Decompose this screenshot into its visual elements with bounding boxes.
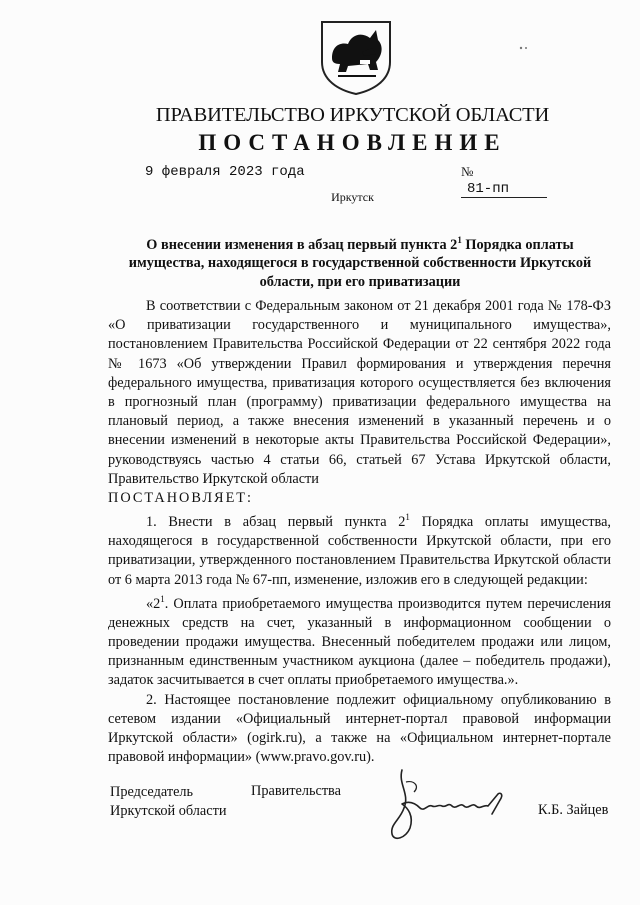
heading-superscript: 1 (457, 235, 462, 245)
document-body (108, 297, 611, 767)
preamble-paragraph: В соответствии с Федеральным законом от 21 декабря 2001 года № 178-ФЗ «О приватизации государственного и муниципального имущества», постановлением Правительства Российской Федерации от 22 сентября 2022 года № 1673 «Об утверждении Правил формирования и утверждения перечня федерального имущества, приватизация которого осуществляется без включения в прогнозный план (программу) приватизации федерального имущества на плановый период, а также внесения изменений в указанный перечень и о внесении изменений в некоторые акты Правительства Российской Федерации», руководствуясь частью 4 статьи 66, статьей 67 Устава Иркутской области, Правительство Иркутской области (108, 298, 611, 487)
signatory-title-line2: Иркутской области (110, 803, 227, 819)
handwritten-signature (380, 764, 520, 844)
document-city: Иркутск (331, 190, 374, 204)
heading-part1: О внесении изменения в абзац первый пункта 2 (146, 236, 458, 253)
amended-text-superscript: 1 (160, 593, 165, 604)
item-1-superscript: 1 (405, 512, 410, 523)
coat-of-arms-emblem (318, 18, 394, 96)
document-number: 81-пп (461, 181, 547, 198)
amended-text-b: . Оплата приобретаемого имущества производится путем перечисления денежных средств на счет, указанный в информационном сообщении о проведении продажи имущества. Внесенный победителем продажи или лицом, признанным единственным участником аукциона (далее – победитель продажи), задаток засчитывается в счет оплаты приобретаемого имущества.». (108, 595, 611, 689)
heading-part2: Порядка оплаты имущества, находящегося в государственной собственности Иркутской области, при его приватизации (128, 236, 592, 290)
amended-text-a: «2 (146, 595, 161, 612)
signatory-name: К.Б. Зайцев (538, 802, 609, 818)
amended-text-paragraph (108, 590, 611, 691)
government-title: ПРАВИТЕЛЬСТВО ИРКУТСКОЙ ОБЛАСТИ (155, 104, 550, 126)
signatory-title-line1: Председатель (110, 784, 194, 800)
document-heading (110, 231, 610, 291)
document-date: 9 февраля 2023 года (145, 164, 305, 180)
item-1-text-a: 1. Внести в абзац первый пункта 2 (146, 514, 406, 530)
signatory-title-line1b: Правительства (251, 783, 341, 799)
item-1-paragraph (108, 508, 611, 590)
smudge-mark (518, 45, 530, 51)
item-1-text-b: Порядка оплаты имущества, находящегося в государственной собственности Иркутской области, при его приватизации, утвержденного постановлением Правительства Иркутской области от 6 марта 2013 года № 67-пп, изменение, изложив его в следующей редакции: (108, 514, 611, 588)
item-2-paragraph: 2. Настоящее постановление подлежит официальному опубликованию в сетевом издании «Официальный интернет-портал правовой информации Иркутской области» (ogirk.ru), а также на «Официальном интернет-портале правовой информации» (www.pravo.gov.ru). (108, 691, 611, 766)
resolves-line: ПОСТАНОВЛЯЕТ: (108, 490, 254, 507)
number-sign: № (461, 164, 474, 179)
document-type: ПОСТАНОВЛЕНИЕ (198, 130, 507, 155)
signatory-title (110, 783, 227, 821)
